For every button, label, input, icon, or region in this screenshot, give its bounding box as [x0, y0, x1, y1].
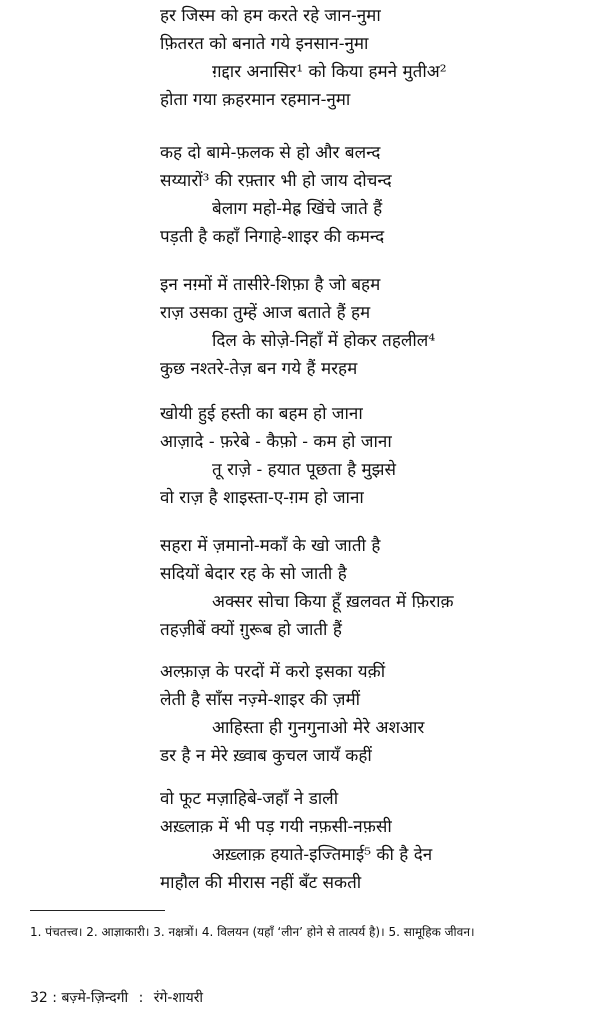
- verse-line: अक्सर सोचा किया हूँ ख़लवत में फ़िराक़: [212, 592, 454, 612]
- verse-line: होता गया क़हरमान रहमान-नुमा: [160, 90, 351, 110]
- verse-line: आज़ादे - फ़रेबे - कैफ़ो - कम हो जाना: [160, 432, 392, 452]
- verse-line: राज़ उसका तुम्हें आज बताते हैं हम: [160, 303, 371, 323]
- stanza-5: [160, 532, 460, 644]
- stanza-6: [160, 658, 460, 770]
- page-footer: [30, 988, 203, 1008]
- footnote-divider: [30, 910, 165, 911]
- verse-line: तू राज़े - हयात पूछता है मुझसे: [212, 460, 397, 480]
- verse-line: फ़ितरत को बनाते गये इनसान-नुमा: [160, 34, 369, 54]
- verse-line: बेलाग महो-मेह्र खिंचे जाते हैं: [212, 199, 383, 219]
- verse-line: सय्यारों³ की रफ़्तार भी हो जाय दोचन्द: [160, 171, 392, 191]
- verse-line: वो फूट मज़ाहिबे-जहाँ ने डाली: [160, 789, 339, 809]
- book-title: बज़्मे-ज़िन्दगी: [61, 990, 129, 1006]
- verse-line: कह दो बामे-फ़लक से हो और बलन्द: [160, 143, 381, 163]
- stanza-1: [160, 2, 460, 114]
- verse-line: अख़्लाक़ हयाते-इज्तिमाई⁵ की है देन: [212, 845, 433, 865]
- verse-line: सहरा में ज़मानो-मकाँ के खो जाती है: [160, 536, 381, 556]
- verse-line: कुछ नश्तरे-तेज़ बन गये हैं मरहम: [160, 359, 358, 379]
- verse-line: लेती है साँस नज़्मे-शाइर की ज़मीं: [160, 690, 361, 710]
- verse-line: ग़द्दार अनासिर¹ को किया हमने मुतीअ²: [212, 62, 447, 82]
- stanza-7: [160, 785, 460, 897]
- verse-line: वो राज़ है शाइस्ता-ए-ग़म हो जाना: [160, 488, 364, 508]
- footnotes: 1. पंचतत्त्व। 2. आज्ञाकारी। 3. नक्षत्रों। 4. विलयन (यहाँ ‘लीन’ होने से तात्पर्य है)। 5. सामूहिक जीवन।: [30, 925, 475, 939]
- page-number: 32 :: [30, 990, 57, 1006]
- verse-line: आहिस्ता ही गुनगुनाओ मेरे अशआर: [212, 718, 425, 738]
- verse-line: अख़्लाक़ में भी पड़ गयी नफ़सी-नफ़सी: [160, 817, 392, 837]
- verse-line: सदियों बेदार रह के सो जाती है: [160, 564, 347, 584]
- section-title: रंगे-शायरी: [153, 990, 204, 1006]
- verse-line: अल्फ़ाज़ के परदों में करो इसका यक़ीं: [160, 662, 386, 682]
- verse-line: दिल के सोज़े-निहाँ में होकर तहलील⁴: [212, 331, 436, 351]
- verse-line: तहज़ीबें क्यों ग़ुरूब हो जाती हैं: [160, 620, 342, 640]
- verse-line: डर है न मेरे ख़्वाब कुचल जायँ कहीं: [160, 746, 372, 766]
- verse-line: खोयी हुई हस्ती का बहम हो जाना: [160, 404, 363, 424]
- footer-separator: :: [138, 990, 144, 1006]
- stanza-3: [160, 271, 460, 383]
- verse-line: पड़ती है कहाँ निगाहे-शाइर की कमन्द: [160, 227, 385, 247]
- verse-line: हर जिस्म को हम करते रहे जान-नुमा: [160, 6, 381, 26]
- stanza-2: [160, 139, 460, 251]
- verse-line: इन नग़्मों में तासीरे-शिफ़ा है जो बहम: [160, 275, 381, 295]
- stanza-4: [160, 400, 460, 512]
- verse-line: माहौल की मीरास नहीं बँट सकती: [160, 873, 362, 893]
